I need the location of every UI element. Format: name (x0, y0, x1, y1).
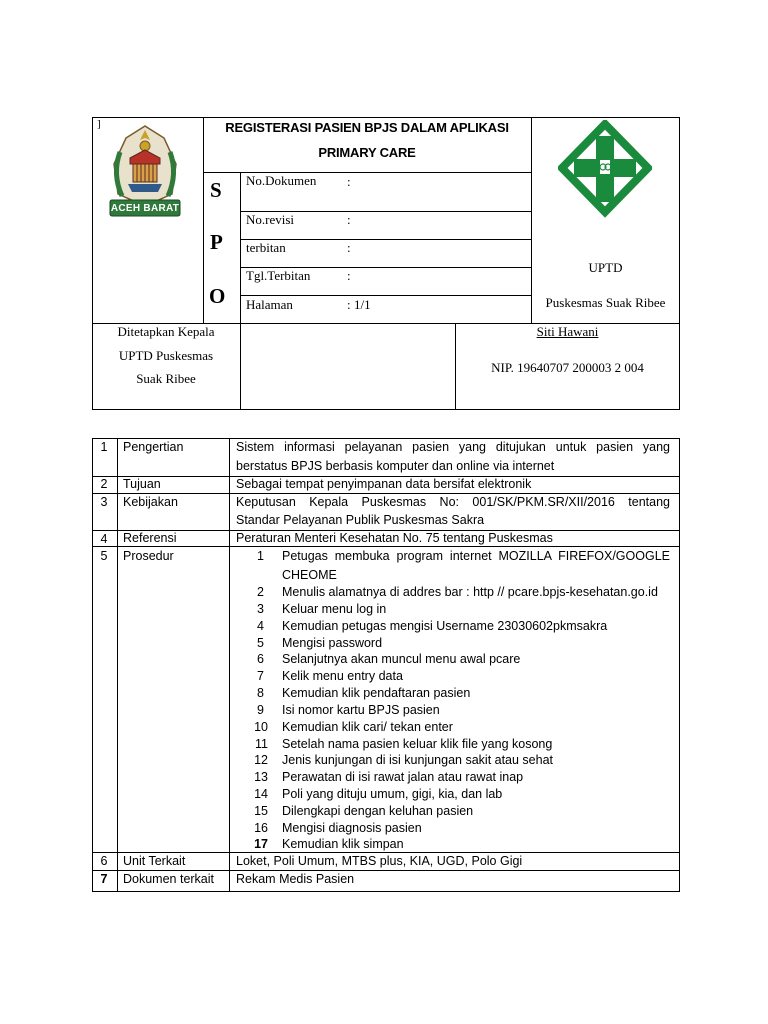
puskesmas-name: Puskesmas Suak Ribee (545, 295, 666, 310)
step-text: Kemudian klik cari/ tekan enter (282, 720, 453, 734)
step-text: Kemudian klik pendaftaran pasien (282, 686, 471, 700)
step-text: Kemudian klik simpan (282, 837, 404, 851)
field-label-tgl-terbitan: Tgl.Terbitan (246, 268, 311, 283)
signer-nip: NIP. 19640707 200003 2 004 (491, 360, 644, 375)
row-number: 5 (100, 549, 108, 563)
step-text: Perawatan di isi rawat jalan atau rawat inap (282, 770, 524, 784)
step-text: Kemudian petugas mengisi Username 23030602pkmsakra (282, 619, 608, 633)
field-value-halaman: 1/1 (354, 297, 371, 312)
field-label-terbitan: terbitan (246, 240, 286, 255)
field-label-no-dokumen: No.Dokumen (246, 173, 317, 188)
step-number: 1 (257, 549, 264, 563)
divider (229, 438, 230, 892)
step-text: Mengisi password (282, 636, 383, 650)
divider (531, 117, 532, 323)
spo-letter-p: P (210, 230, 223, 254)
divider (92, 546, 680, 547)
row-label-tujuan: Tujuan (123, 477, 161, 491)
document-title-line1: REGISTERASI PASIEN BPJS DALAM APLIKASI (225, 120, 509, 135)
step-number: 10 (254, 720, 268, 734)
step-number: 7 (257, 669, 264, 683)
field-sep: : (347, 268, 351, 283)
step-text: Keluar menu log in (282, 602, 387, 616)
divider (92, 852, 680, 853)
field-sep: : (347, 240, 351, 255)
approval-line3: Suak Ribee (136, 371, 196, 386)
step-text: Setelah nama pasien keluar klik file yang kosong (282, 737, 553, 751)
row-text: Peraturan Menteri Kesehatan No. 75 tentang Puskesmas (236, 531, 553, 545)
document-title-line2: PRIMARY CARE (318, 145, 416, 160)
corner-mark: ] (97, 118, 101, 130)
puskesmas-cross-logo-icon (558, 120, 652, 230)
step-number: 14 (254, 787, 268, 801)
row-text: Standar Pelayanan Publik Puskesmas Sakra (236, 513, 485, 527)
row-label-kebijakan: Kebijakan (123, 495, 178, 509)
row-number: 3 (100, 495, 108, 509)
step-number: 16 (254, 821, 268, 835)
step-text: Kelik menu entry data (282, 669, 403, 683)
row-text: berstatus BPJS berbasis komputer dan online via internet (236, 459, 555, 473)
row-number: 2 (100, 477, 108, 491)
step-number: 11 (255, 737, 268, 751)
step-number: 5 (257, 636, 264, 650)
step-number: 17 (254, 837, 268, 851)
step-text: Dilengkapi dengan keluhan pasien (282, 804, 474, 818)
row-label-pengertian: Pengertian (123, 440, 184, 454)
field-sep: : (347, 212, 351, 227)
row-label-unit-terkait: Unit Terkait (123, 854, 186, 868)
row-label-prosedur: Prosedur (123, 549, 174, 563)
step-number: 6 (257, 652, 264, 666)
row-text: Loket, Poli Umum, MTBS plus, KIA, UGD, Polo Gigi (236, 854, 523, 868)
row-label-referensi: Referensi (123, 531, 177, 545)
step-text: Poli yang dituju umum, gigi, kia, dan lab (282, 787, 503, 801)
step-number: 13 (254, 770, 268, 784)
step-number: 8 (257, 686, 264, 700)
approval-line2: UPTD Puskesmas (118, 348, 214, 363)
row-number: 1 (100, 440, 108, 454)
row-label-dokumen-terkait: Dokumen terkait (123, 872, 215, 886)
divider (92, 870, 680, 871)
step-text: Selanjutnya akan muncul menu awal pcare (282, 652, 521, 666)
aceh-barat-emblem-icon (106, 124, 184, 222)
step-text: Jenis kunjungan di isi kunjungan sakit atau sehat (282, 753, 554, 767)
approval-line1: Ditetapkan Kepala (117, 324, 215, 339)
step-number: 12 (254, 753, 268, 767)
divider (240, 172, 241, 410)
spo-letter-s: S (210, 178, 222, 202)
divider (240, 295, 531, 296)
row-text: Sistem informasi pelayanan pasien yang ditujukan untuk pasien yang (236, 440, 670, 454)
field-label-halaman: Halaman (246, 297, 293, 312)
field-label-no-revisi: No.revisi (246, 212, 295, 227)
row-text: Sebagai tempat penyimpanan data bersifat elektronik (236, 477, 532, 491)
field-sep: : (347, 297, 351, 312)
row-number: 6 (100, 854, 108, 868)
step-number: 3 (257, 602, 264, 616)
emblem-text: ACEH BARAT (110, 203, 180, 214)
step-number: 9 (257, 703, 264, 717)
step-text: CHEOME (282, 568, 337, 582)
step-number: 15 (254, 804, 268, 818)
divider (117, 438, 118, 892)
field-sep: : (347, 174, 351, 189)
row-text: Rekam Medis Pasien (236, 872, 355, 886)
row-text: Keputusan Kepala Puskesmas No: 001/SK/PKM.SR/XII/2016 tentang (236, 495, 670, 509)
row-number: 4 (100, 532, 108, 546)
uptd-label: UPTD (588, 260, 623, 275)
divider (92, 493, 680, 494)
step-text: Mengisi diagnosis pasien (282, 821, 422, 835)
step-number: 2 (257, 585, 264, 599)
step-number: 4 (257, 619, 264, 633)
row-number: 7 (100, 872, 108, 886)
step-text: Isi nomor kartu BPJS pasien (282, 703, 440, 717)
step-text: Menulis alamatnya di addres bar : http // pcare.bpjs-kesehatan.go.id (282, 585, 658, 599)
spo-letter-o: O (209, 284, 226, 308)
signer-name: Siti Hawani (536, 324, 599, 339)
step-text: Petugas membuka program internet MOZILLA FIREFOX/GOOGLE (282, 549, 670, 563)
